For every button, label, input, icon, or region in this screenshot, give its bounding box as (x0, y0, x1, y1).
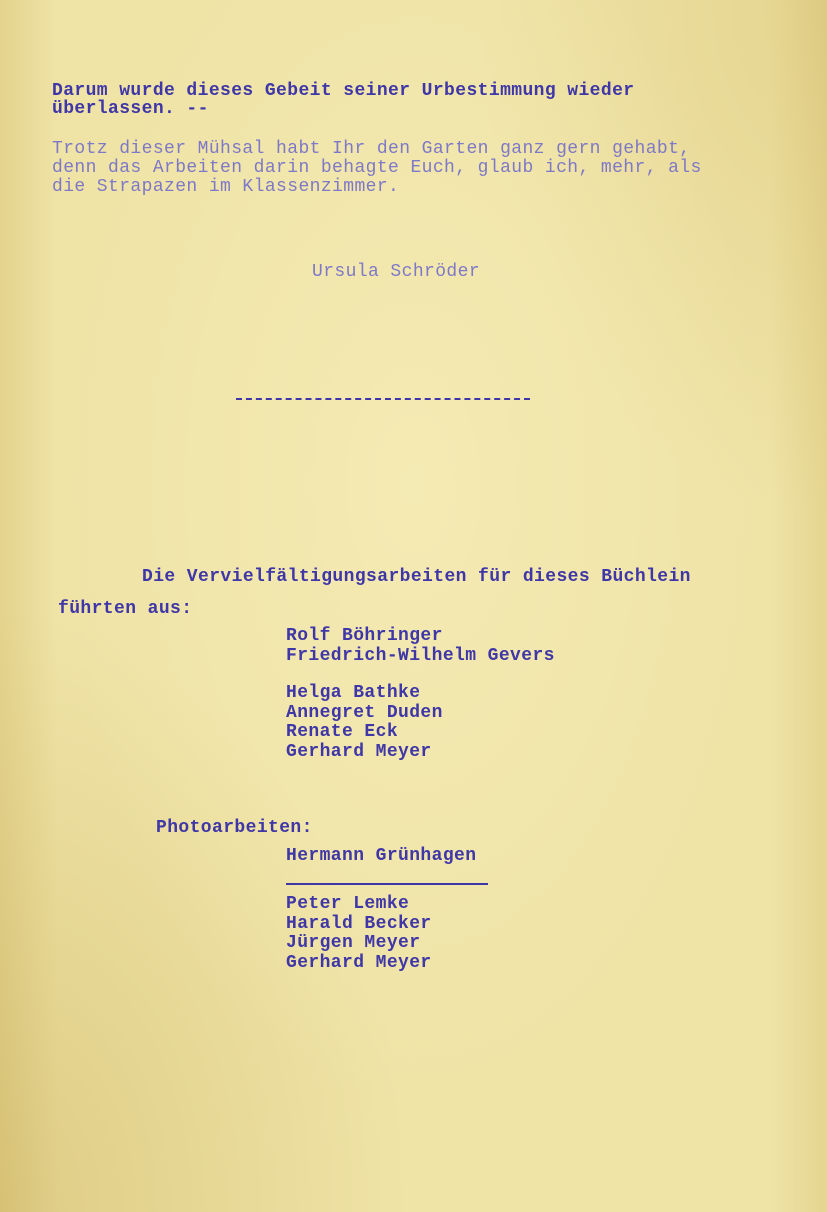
photo-label: Photoarbeiten: (156, 818, 313, 838)
paragraph-line-1: Trotz dieser Mühsal habt Ihr den Garten ganz gern gehabt, (52, 139, 691, 159)
photo-name: Peter Lemke (286, 894, 410, 914)
credit-name: Gerhard Meyer (286, 741, 432, 762)
photo-group (286, 895, 432, 973)
credit-name: Friedrich-Wilhelm Gevers (286, 645, 555, 666)
photo-separator (286, 883, 488, 885)
credits-heading-line-1: Die Vervielfältigungsarbeiten für dieses Büchlein (142, 567, 691, 587)
paragraph-line-2: denn das Arbeiten darin behagte Euch, glaub ich, mehr, als (52, 158, 702, 178)
intro-line-1: Darum wurde dieses Gebeit seiner Urbestimmung wieder (52, 81, 635, 101)
author-name: Ursula Schröder (312, 262, 481, 282)
credit-name: Rolf Böhringer (286, 626, 443, 646)
photo-name: Jürgen Meyer (286, 933, 421, 953)
dashed-separator (236, 398, 530, 400)
intro-line-2: überlassen. -- (52, 99, 209, 119)
paragraph-line-3: die Strapazen im Klassenzimmer. (52, 177, 400, 197)
credit-name: Annegret Duden (286, 702, 443, 723)
credit-name: Renate Eck (286, 722, 399, 742)
credits-heading-line-2: führten aus: (58, 599, 193, 619)
photo-name: Gerhard Meyer (286, 952, 432, 973)
credit-name: Helga Bathke (286, 683, 421, 703)
photo-name: Harald Becker (286, 913, 432, 934)
credits-group-1 (286, 627, 555, 666)
photo-lead-name: Hermann Grünhagen (286, 846, 477, 866)
credits-group-2 (286, 684, 443, 762)
